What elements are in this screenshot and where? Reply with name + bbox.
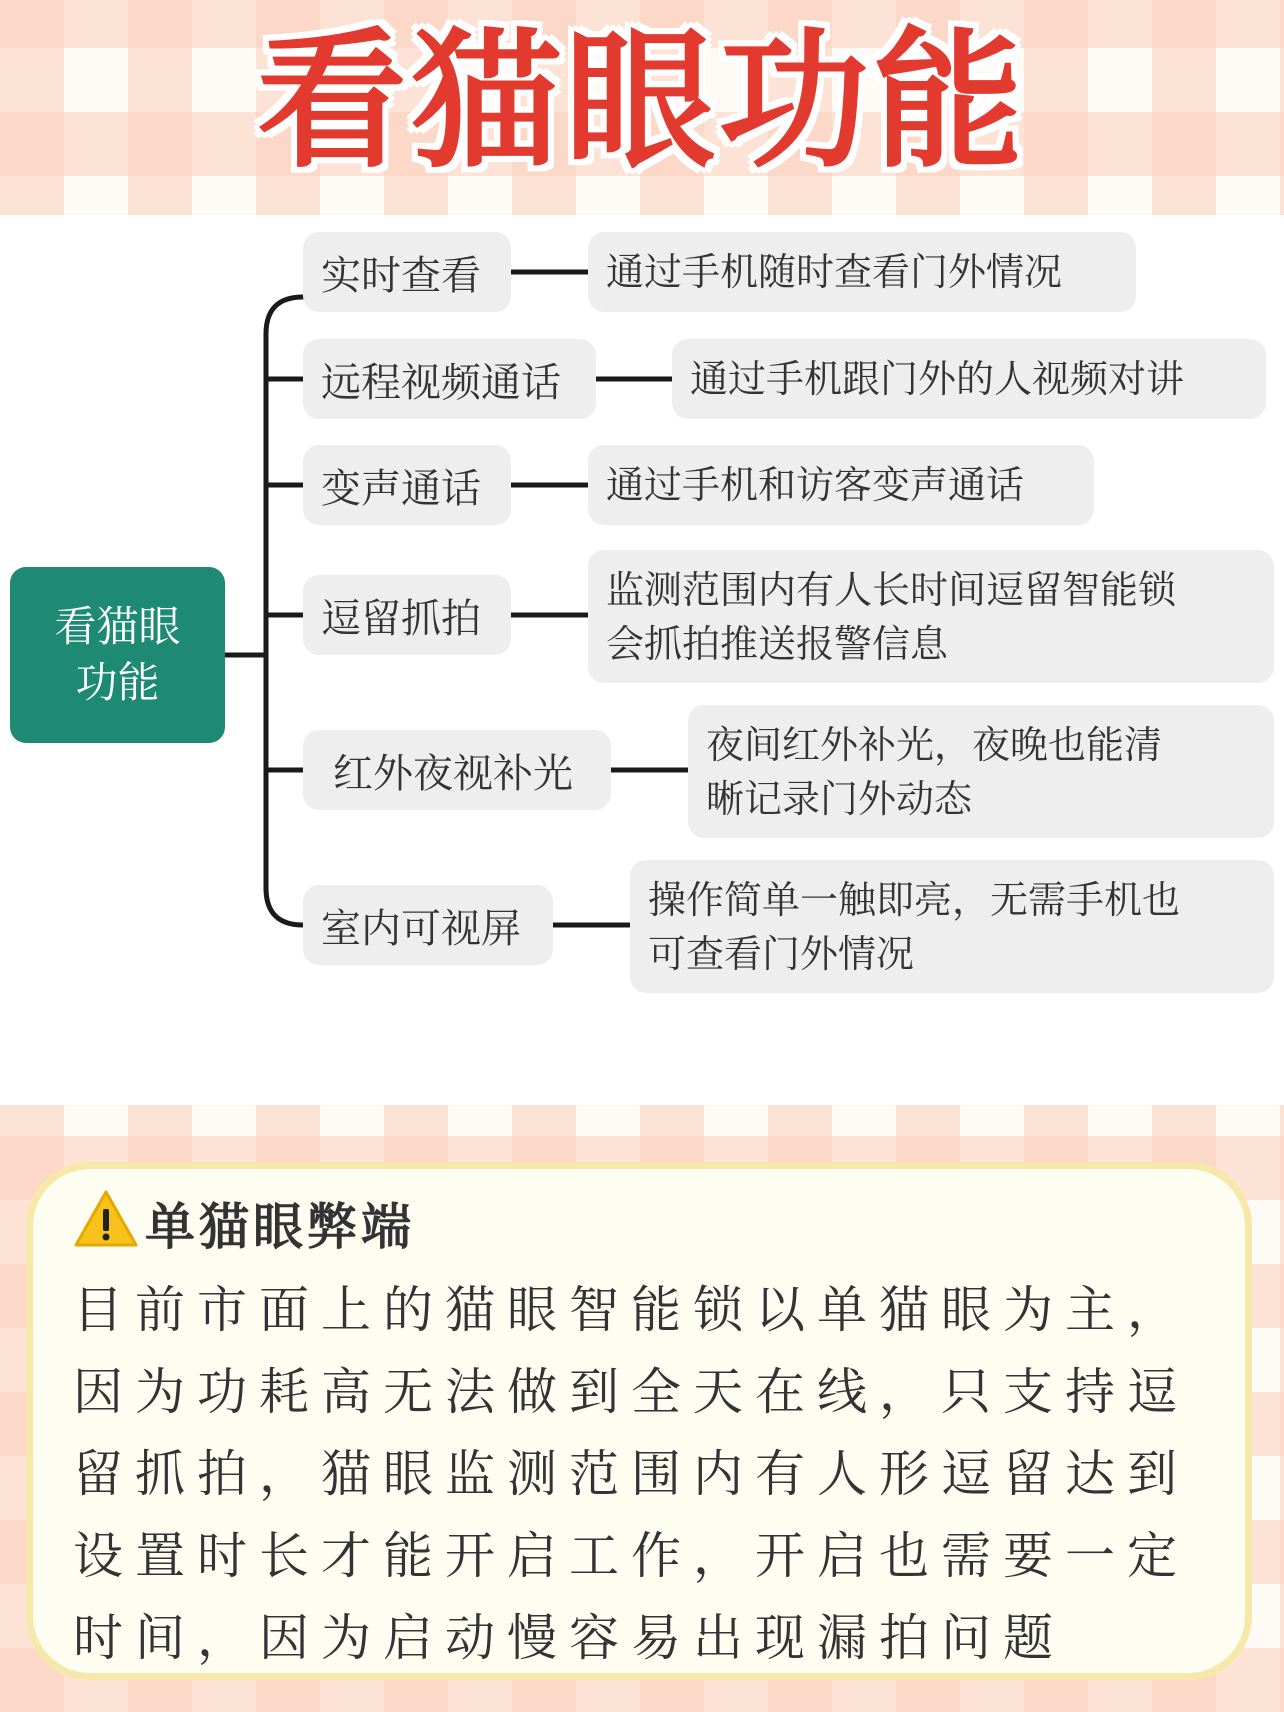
detail-node <box>588 550 1274 683</box>
root-label: 看猫眼功能 <box>54 602 181 707</box>
mind-map <box>0 215 1284 1105</box>
feature-label: 逗留抓拍 <box>321 595 481 642</box>
trunk-line <box>266 297 303 925</box>
detail-text-line: 操作简单一触即亮，无需手机也 <box>648 877 1181 922</box>
detail-text-line: 晰记录门外动态 <box>706 776 973 821</box>
detail-text-line: 可查看门外情况 <box>648 931 915 976</box>
feature-node <box>303 575 511 655</box>
feature-label: 变声通话 <box>321 465 481 512</box>
detail-node <box>588 232 1136 312</box>
feature-label: 远程视频通话 <box>321 359 561 406</box>
feature-label: 红外夜视补光 <box>333 750 573 797</box>
root-node <box>10 567 225 743</box>
feature-node <box>303 730 611 810</box>
detail-node <box>688 705 1274 838</box>
detail-node <box>630 860 1274 993</box>
feature-label: 实时查看 <box>321 252 481 299</box>
detail-node <box>672 339 1266 419</box>
detail-text-line: 夜间红外补光，夜晚也能清 <box>706 722 1163 767</box>
feature-node <box>303 445 511 525</box>
detail-text-line: 监测范围内有人长时间逗留智能锁 <box>606 567 1177 612</box>
warning-body: 目前市面上的猫眼智能锁以单猫眼为主，因为功耗高无法做到全天在线，只支持逗留抓拍，猫眼监测范围内有人形逗留达到设置时长才能开启工作，开启也需要一定时间，因为启动慢容易出现漏拍问题 <box>73 1281 1189 1667</box>
feature-node <box>303 885 553 965</box>
feature-node <box>303 339 596 419</box>
warning-card <box>26 1162 1252 1680</box>
detail-text: 通过手机随时查看门外情况 <box>606 250 1063 294</box>
detail-node <box>588 445 1094 525</box>
page-title: 看猫眼功能 <box>256 15 1027 189</box>
warning-title: 单猫眼弊端 <box>145 1198 415 1256</box>
detail-text-line: 会抓拍推送报警信息 <box>606 621 949 666</box>
warning-icon <box>73 1189 139 1249</box>
feature-node <box>303 232 511 312</box>
feature-label: 室内可视屏 <box>321 905 521 952</box>
detail-text: 通过手机跟门外的人视频对讲 <box>690 357 1185 401</box>
detail-text: 通过手机和访客变声通话 <box>606 463 1025 507</box>
